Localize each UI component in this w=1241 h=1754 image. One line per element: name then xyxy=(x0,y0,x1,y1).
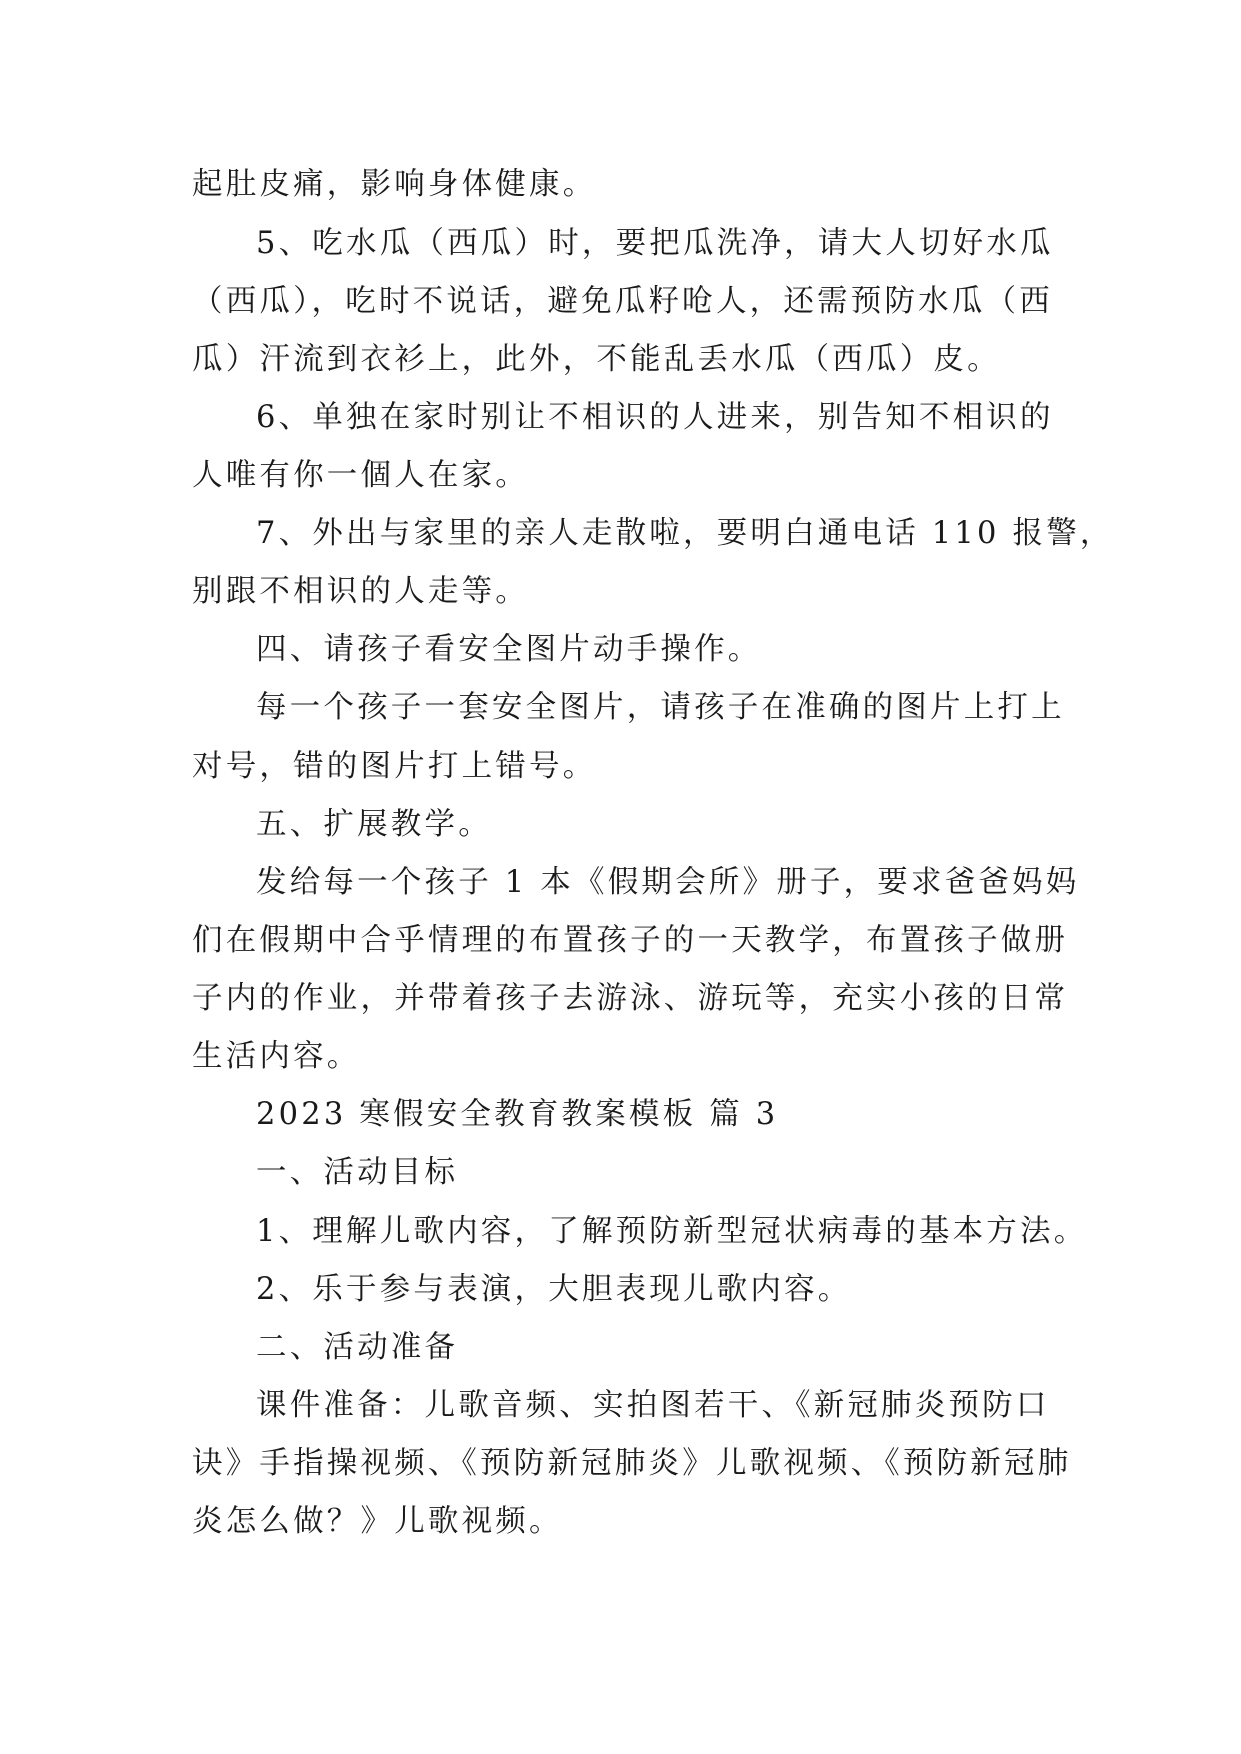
text-line: 5、吃水瓜（西瓜）时，要把瓜洗净，请大人切好水瓜 xyxy=(256,226,1054,261)
text-line: 诀》手指操视频、《预防新冠肺炎》儿歌视频、《预防新冠肺 xyxy=(192,1446,1072,1481)
text-line: 1、理解儿歌内容，了解预防新型冠状病毒的基本方法。 xyxy=(256,1214,1088,1249)
text-line: 2、乐于参与表演，大胆表现儿歌内容。 xyxy=(256,1272,852,1307)
text-line: 炎怎么做？》儿歌视频。 xyxy=(192,1504,563,1539)
section-heading: 2023 寒假安全教育教案模板 篇 3 xyxy=(256,1097,779,1132)
text-line: 发给每一个孩子 1 本《假期会所》册子，要求爸爸妈妈 xyxy=(256,865,1080,900)
text-line: 二、活动准备 xyxy=(256,1330,459,1365)
text-line: 对号，错的图片打上错号。 xyxy=(192,749,597,784)
text-line: 课件准备：儿歌音频、实拍图若干、《新冠肺炎预防口 xyxy=(256,1388,1050,1423)
text-line: 别跟不相识的人走等。 xyxy=(192,574,529,609)
text-line: 人唯有你一個人在家。 xyxy=(192,458,529,493)
text-line: （西瓜），吃时不说话，避免瓜籽呛人，还需预防水瓜（西 xyxy=(192,284,1053,319)
text-line: 五、扩展教学。 xyxy=(256,807,492,842)
text-line: 6、单独在家时别让不相识的人进来，别告知不相识的 xyxy=(256,400,1054,435)
text-line: 每一个孩子一套安全图片，请孩子在准确的图片上打上 xyxy=(256,690,1065,725)
text-line: 7、外出与家里的亲人走散啦，要明白通电话 110 报警， xyxy=(256,516,1114,551)
text-line: 起肚皮痛，影响身体健康。 xyxy=(192,167,597,202)
text-line: 生活内容。 xyxy=(192,1039,361,1074)
text-line: 瓜）汗流到衣衫上，此外，不能乱丢水瓜（西瓜）皮。 xyxy=(192,342,1001,377)
text-line: 子内的作业，并带着孩子去游泳、游玩等，充实小孩的日常 xyxy=(192,981,1069,1016)
text-line: 四、请孩子看安全图片动手操作。 xyxy=(256,632,762,667)
text-line: 一、活动目标 xyxy=(256,1155,459,1190)
text-line: 们在假期中合乎情理的布置孩子的一天教学，布置孩子做册 xyxy=(192,923,1069,958)
